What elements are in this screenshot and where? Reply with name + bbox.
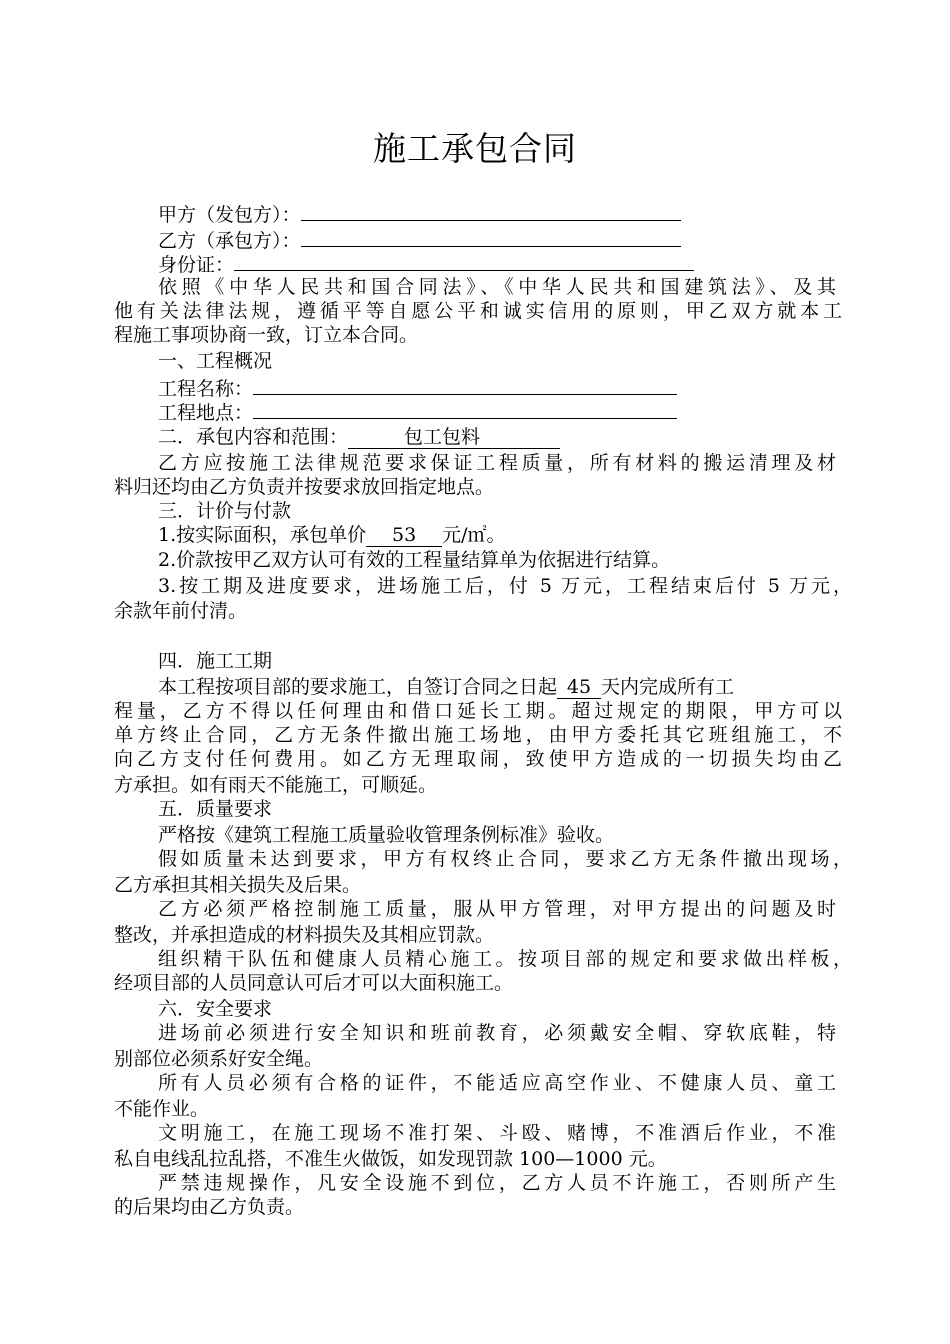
section-6-text: 的后果均由乙方负责。 xyxy=(114,1196,305,1218)
project-location-label: 工程地点： xyxy=(158,402,254,424)
section-2-heading: 二．承包内容和范围： xyxy=(158,426,349,448)
duration-field xyxy=(557,676,601,699)
duration-line xyxy=(158,674,836,700)
preamble-line: 他有关法律法规，遵循平等自愿公平和诚实信用的原则，甲乙双方就本工 xyxy=(114,300,842,322)
id-blank[interactable] xyxy=(234,250,694,271)
section-1-heading: 一、工程概况 xyxy=(158,350,273,372)
section-6-text: 进场前必须进行安全知识和班前教育，必须戴安全帽、穿软底鞋，特 xyxy=(158,1022,836,1044)
section-5-text: 乙方承担其相关损失及后果。 xyxy=(114,874,362,896)
party-b-label: 乙方（承包方）： xyxy=(158,230,301,252)
scope-field xyxy=(348,426,560,449)
payment-line: 余款年前付清。 xyxy=(114,600,248,622)
scope-value: 包工包料 xyxy=(404,426,481,448)
project-location-blank[interactable] xyxy=(253,398,677,419)
unit-price-line xyxy=(158,522,886,548)
section-6-heading: 六．安全要求 xyxy=(158,998,273,1020)
unit-price-value: 53 xyxy=(392,524,417,546)
party-a-label: 甲方（发包方）： xyxy=(158,204,301,226)
preamble-line: 依照《中华人民共和国合同法》、《中华人民共和国建筑法》、及其 xyxy=(158,276,836,298)
section-5-text: 组织精干队伍和健康人员精心施工。按项目部的规定和要求做出样板， xyxy=(158,948,852,970)
unit-price-field xyxy=(366,524,442,547)
party-b-blank[interactable] xyxy=(301,226,681,247)
party-a-line xyxy=(158,200,886,228)
section-5-text: 假如质量未达到要求，甲方有权终止合同，要求乙方无条件撤出现场， xyxy=(158,848,852,870)
section-2-line xyxy=(158,424,886,450)
project-name-label: 工程名称： xyxy=(158,378,254,400)
unit-price-suffix: 元/㎡。 xyxy=(442,524,506,546)
section-6-text: 所有人员必须有合格的证件，不能适应高空作业、不健康人员、童工 xyxy=(158,1072,836,1094)
section-6-text: 严禁违规操作，凡安全设施不到位，乙方人员不许施工，否则所产生 xyxy=(158,1172,836,1194)
section-2-text: 料归还均由乙方负责并按要求放回指定地点。 xyxy=(114,476,495,498)
section-5-heading: 五．质量要求 xyxy=(158,798,273,820)
section-6-text: 别部位必须系好安全绳。 xyxy=(114,1048,324,1070)
section-6-text: 文明施工，在施工现场不准打架、斗殴、赌博，不准酒后作业，不准 xyxy=(158,1122,836,1144)
duration-prefix: 本工程按项目部的要求施工，自签订合同之日起 xyxy=(158,676,558,698)
section-5-text: 严格按《建筑工程施工质量验收管理条例标准》验收。 xyxy=(158,824,615,846)
section-6-text: 私自电线乱拉乱搭，不准生火做饭，如发现罚款 100—1000 元。 xyxy=(114,1148,667,1170)
section-5-text: 整改，并承担造成的材料损失及其相应罚款。 xyxy=(114,924,495,946)
section-4-heading: 四．施工工期 xyxy=(158,650,273,672)
preamble-line: 程施工事项协商一致，订立本合同。 xyxy=(114,324,419,346)
document-title: 施工承包合同 xyxy=(373,129,577,168)
section-4-text: 程量，乙方不得以任何理由和借口延长工期。超过规定的期限，甲方可以 xyxy=(114,700,842,722)
section-2-text: 乙方应按施工法律规范要求保证工程质量，所有材料的搬运清理及材 xyxy=(158,452,836,474)
project-location-line xyxy=(158,398,886,426)
section-5-text: 乙方必须严格控制施工质量，服从甲方管理，对甲方提出的问题及时 xyxy=(158,898,836,920)
section-4-text: 单方终止合同，乙方无条件撤出施工场地，由甲方委托其它班组施工，不 xyxy=(114,724,842,746)
unit-price-prefix: 1.按实际面积，承包单价 xyxy=(158,524,367,546)
project-name-blank[interactable] xyxy=(253,374,677,395)
section-4-text: 向乙方支付任何费用。如乙方无理取闹，致使甲方造成的一切损失均由乙 xyxy=(114,748,842,770)
settlement-line: 2.价款按甲乙双方认可有效的工程量结算单为依据进行结算。 xyxy=(158,549,671,571)
section-3-heading: 三．计价与付款 xyxy=(158,500,292,522)
duration-suffix: 天内完成所有工 xyxy=(601,676,735,698)
duration-days: 45 xyxy=(566,676,592,698)
section-4-text: 方承担。如有雨天不能施工，可顺延。 xyxy=(114,774,438,796)
section-6-text: 不能作业。 xyxy=(114,1098,210,1120)
section-5-text: 经项目部的人员同意认可后才可以大面积施工。 xyxy=(114,972,514,994)
id-label: 身份证： xyxy=(158,254,235,276)
payment-line: 3.按工期及进度要求，进场施工后，付 5 万元，工程结束后付 5 万元， xyxy=(158,575,852,597)
party-a-blank[interactable] xyxy=(301,200,681,221)
